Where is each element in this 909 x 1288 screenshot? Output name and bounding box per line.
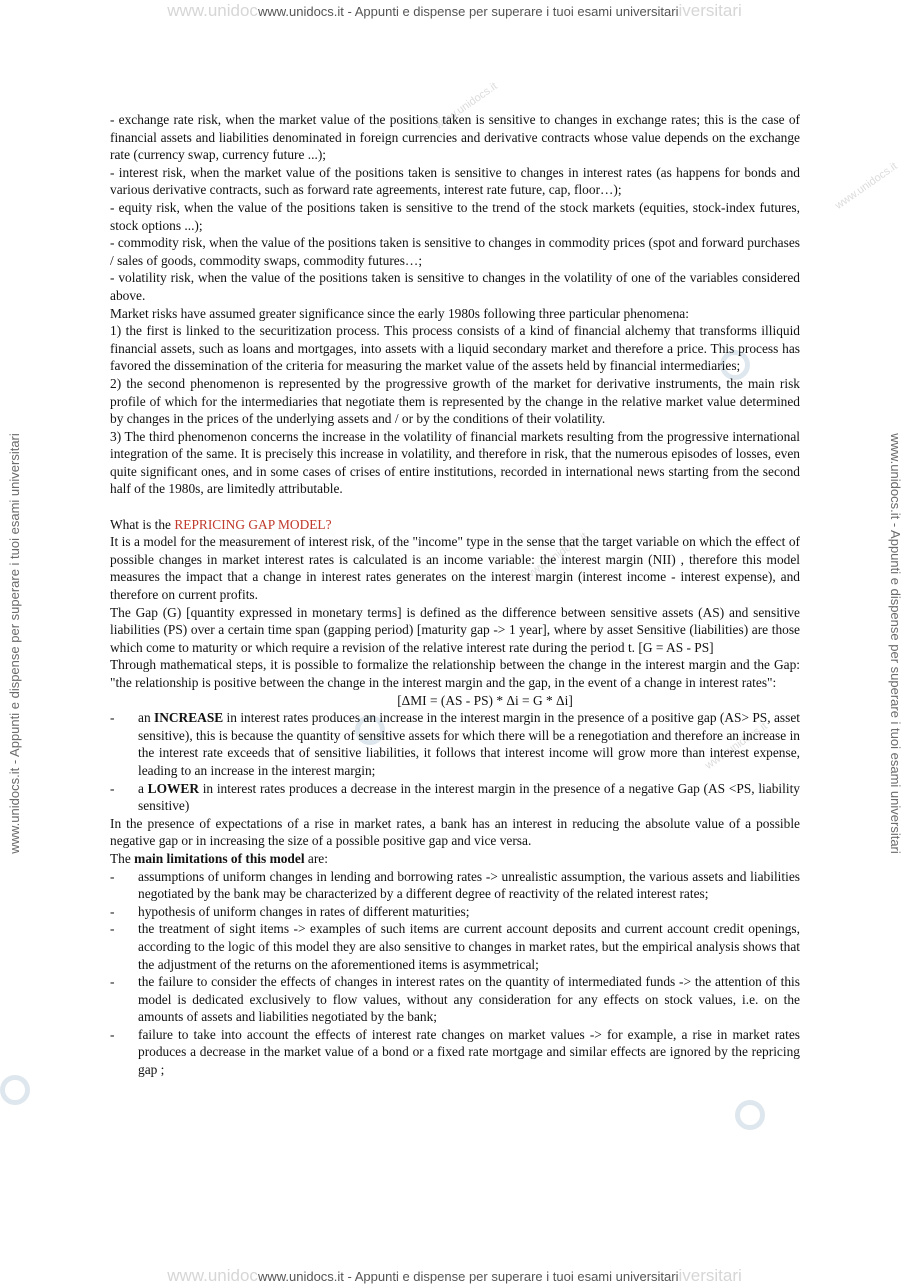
footer-watermark-faint-left: www.unidoc [167, 1266, 258, 1285]
unidocs-logo-icon [0, 1075, 30, 1105]
phenomena-intro: Market risks have assumed greater significance since the early 1980s following three particular phenomena: [110, 305, 689, 321]
diagonal-watermark: www.unidocs.it [833, 160, 900, 212]
list-item: - the treatment of sight items -> examples of such items are current account deposits and current account credit openings, according to the logic of this model they are also sensitive to changes in market rates, but the empirical analysis shows that the adjustment of the returns on the aforementioned items is asymmetrical; [110, 920, 800, 973]
phenomenon-3: 3) The third phenomenon concerns the increase in the volatility of financial markets resulting from the progressive international integration of the same. It is precisely this increase in volatility, and therefore in risk, that the numerous episodes of losses, even quite significant ones, and in some cases of crises of entire institutions, recorded in international news starting from the second half of the 1980s, are limitedly attributable. [110, 428, 800, 497]
effect-post: in interest rates produces an increase in the interest margin in the presence of a positive gap (AS> PS, asset sensitive), this is because the quantity of sensitive assets for which there will be a renegotiation and therefore an increase in the interest rate exceeds that of sensitive liabilities, it follows that interest income will grow more than interest expense, leading to an increase in the interest margin; [138, 710, 800, 778]
section-question [110, 516, 800, 534]
effect-pre: a [138, 780, 148, 796]
right-side-watermark-text: www.unidocs.it - Appunti e dispense per superare i tuoi esami universitari [887, 432, 903, 854]
footer-watermark [0, 1265, 909, 1287]
right-side-watermark [883, 0, 907, 1286]
risk-commodity: - commodity risk, when the value of the positions taken is sensitive to changes in commodity prices (spot and forward purchases / sales of goods, commodity swaps, commodity futures…; [110, 235, 800, 268]
list-item: - the failure to consider the effects of changes in interest rates on the quantity of intermediated funds -> the attention of this model is dedicated exclusively to flow values, without any consideration for any effects on stock values, i.e. on the amounts of assets and liabilities negotiated by the bank; [110, 973, 800, 1026]
risk-volatility: - volatility risk, when the value of the positions taken is sensitive to changes in the volatility of one of the variables considered above. [110, 270, 800, 303]
list-item [110, 709, 800, 779]
list-item: - assumptions of uniform changes in lending and borrowing rates -> unrealistic assumption, the various assets and liabilities negotiated by the bank may be characterized by a different degree of reactivity of the related interest rates; [110, 868, 800, 903]
footer-watermark-text: www.unidocs.it - Appunti e dispense per superare i tuoi esami universitari [257, 1269, 679, 1284]
spacer [110, 498, 800, 516]
risk-equity: - equity risk, when the value of the positions taken is sensitive to the trend of the stock markets (equities, stock-index futures, stock options ...); [110, 199, 800, 233]
limitations-heading-bold: main limitations of this model [134, 850, 305, 866]
section-question-prefix: What is the [110, 516, 175, 532]
effects-list [110, 709, 800, 815]
risk-interest: - interest risk, when the market value of the positions taken is sensitive to changes in interest rates (as happens for bonds and various derivative contracts, such as forward rate agreements, interest rate future, cap, floor…); [110, 164, 800, 198]
section-question-highlight: REPRICING GAP MODEL? [174, 516, 332, 532]
gap-definition: The Gap (G) [quantity expressed in monetary terms] is defined as the difference between sensitive assets (AS) and sensitive liabilities (PS) over a certain time span (gapping period) [maturity gap -> 1 year], where by asset Sensitive (liabilities) are those which come to maturity or which require a revision of the relative interest rate during the period t. [G = AS - PS] [110, 604, 800, 655]
limitations-heading-post: are: [304, 850, 328, 866]
phenomenon-1: 1) the first is linked to the securitization process. This process consists of a kind of financial alchemy that transforms illiquid financial assets, such as loans and mortgages, into assets with a liquid secondary market and therefore a price. This process has favored the dissemination of the criteria for measuring the market value of the assets held by financial intermediaries; [110, 323, 800, 374]
list-item [110, 780, 800, 815]
limitations-heading [110, 850, 800, 868]
header-watermark-faint-left: www.unidoc [167, 1, 258, 20]
effect-post: in interest rates produces a decrease in the interest margin in the presence of a negative Gap (AS <PS, liability sensitive) [138, 780, 800, 814]
diagonal-watermark: www.unidocs.it [433, 80, 500, 132]
unidocs-logo-icon [735, 1100, 765, 1130]
footer-watermark-faint-right: iversitari [678, 1266, 742, 1285]
header-watermark [0, 0, 909, 22]
relationship-intro: Through mathematical steps, it is possible to formalize the relationship between the change in the interest margin and the Gap: "the relationship is positive between the change in the interest margin and the gap, in the event of a change in interest rates": [110, 657, 800, 690]
limitations-list [110, 868, 800, 1079]
effect-bold: INCREASE [154, 710, 224, 726]
effect-pre: an [138, 710, 154, 726]
diagonal-watermark: www.unidocs.it [703, 720, 770, 772]
risk-exchange-rate: - exchange rate risk, when the market value of the positions taken is sensitive to changes in exchange rates; this is the case of financial assets and liabilities denominated in foreign currencies and derivative contracts whose value depends on the exchange rate (currency swap, currency future ...); [110, 112, 800, 163]
list-item: - failure to take into account the effects of interest rate changes on market values -> for example, a rise in market rates produces a decrease in the market value of a bond or a fixed rate mortgage and similar effects are ignored by the repricing gap ; [110, 1026, 800, 1079]
header-watermark-faint-right: iversitari [678, 1, 742, 20]
effect-bold: LOWER [147, 780, 199, 796]
header-watermark-text: www.unidocs.it - Appunti e dispense per superare i tuoi esami universitari [257, 4, 679, 19]
limitations-heading-pre: The [110, 850, 135, 866]
left-side-watermark-text: www.unidocs.it - Appunti e dispense per superare i tuoi esami universitari [6, 432, 22, 854]
list-item: - hypothesis of uniform changes in rates of different maturities; [110, 903, 800, 921]
gap-formula: [ΔMI = (AS - PS) * Δi = G * Δi] [397, 692, 573, 708]
document-body [110, 111, 800, 1079]
expectations-paragraph: In the presence of expectations of a rise in market rates, a bank has an interest in reducing the absolute value of a possible negative gap or in increasing the size of a possible positive gap and vice versa. [110, 815, 800, 849]
model-definition: It is a model for the measurement of interest risk, of the "income" type in the sense that the target variable on which the effect of possible changes in market interest rates is calculated is an income variable: the interest margin (NII) , therefore this model measures the impact that a change in interest rates generates on the interest margin (interest income - interest expense), and therefore on current profits. [110, 534, 800, 603]
diagonal-watermark: www.unidocs.it [523, 530, 590, 582]
phenomenon-2: 2) the second phenomenon is represented by the progressive growth of the market for derivative instruments, the main risk profile of which for the intermediaries that negotiate them is represented by the change in the relative market value determined by changes in the prices of the underlying assets and / or by the conditions of their volatility. [110, 375, 800, 427]
